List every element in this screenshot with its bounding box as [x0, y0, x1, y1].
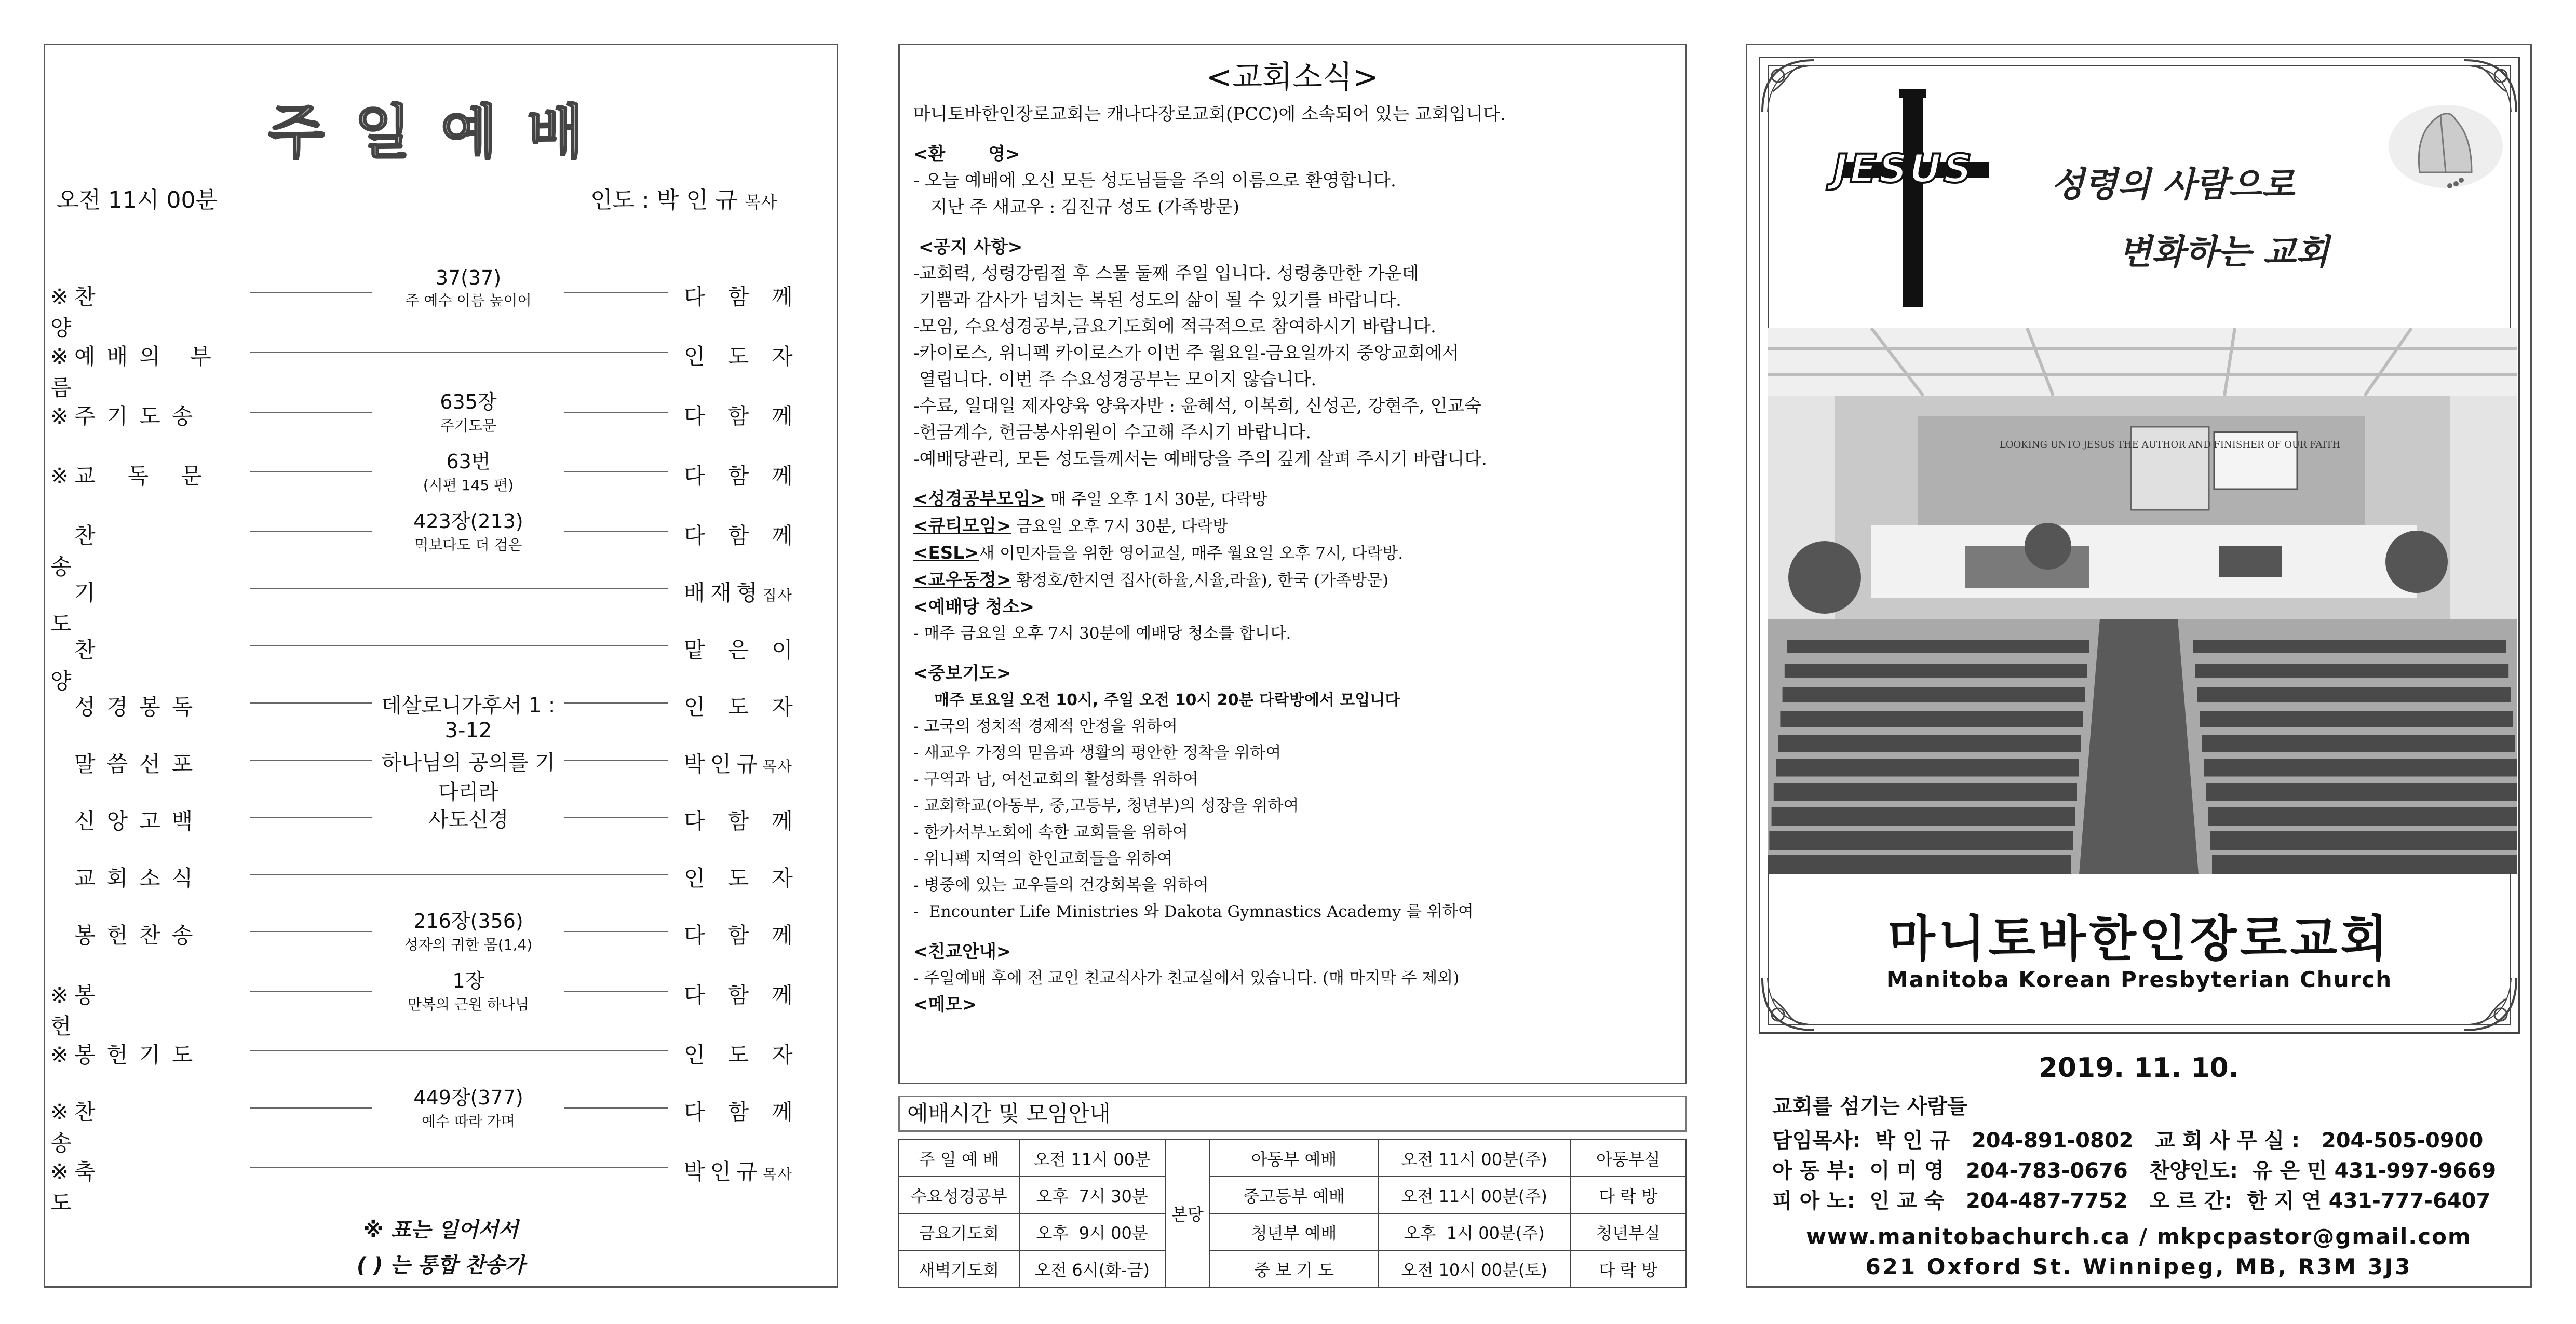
meeting-place: 청년부실 — [1571, 1213, 1686, 1250]
prayer-list — [913, 713, 1671, 925]
order-row — [45, 902, 837, 959]
order-item-person — [684, 519, 834, 550]
order-item-name: 축도 — [50, 1159, 173, 1215]
hymn-detail — [372, 386, 564, 435]
leader-label: 인도 : 박 인 규 — [590, 187, 738, 213]
meeting-time: 오전 11시 00분(주) — [1378, 1177, 1571, 1213]
church-name-en: Manitoba Korean Presbyterian Church — [1886, 967, 2393, 992]
pew — [1769, 831, 2073, 850]
person-name: 인도자 — [684, 1042, 816, 1068]
person-name: 인도자 — [684, 344, 816, 369]
clean-text: - 매주 금요일 오후 7시 30분에 예배당 청소를 합니다. — [913, 624, 1291, 643]
schedule-row — [899, 1177, 1686, 1213]
pew — [2206, 783, 2517, 801]
person-name: 다함께 — [684, 463, 816, 489]
meeting-name: 청년부 예배 — [1210, 1213, 1378, 1250]
order-item-label — [50, 918, 237, 950]
fellowship-text: - 주일예배 후에 전 교인 친교식사가 친교실에서 있습니다. (매 마지막 주 제외) — [913, 969, 1460, 988]
notice-heading: <공지 사항> — [919, 237, 1023, 258]
pew — [1785, 664, 2087, 678]
meeting-line — [913, 513, 1671, 540]
meeting-line — [913, 567, 1671, 594]
meeting-text: 새 이민자들을 위한 영어교실, 매주 월요일 오후 7시, 다락방. — [979, 544, 1404, 563]
order-row — [45, 323, 837, 400]
jesus-cross-logo — [1817, 84, 2004, 313]
notice-line: -모임, 수요성경공부,금요기도회에 적극적으로 참여하시기 바랍니다. — [913, 316, 1436, 337]
bulletin-date: 2019. 11. 10. — [2039, 1052, 2239, 1084]
notice-line: 열립니다. 이번 주 수요성경공부는 모이지 않습니다. — [913, 369, 1317, 390]
order-item-name: 예배의 부름 — [50, 344, 223, 400]
pew — [2208, 807, 2517, 826]
standing-mark: ※ — [50, 1042, 69, 1068]
order-item-label — [50, 459, 237, 490]
cover-panel — [1746, 44, 2532, 1288]
order-item-person — [684, 690, 834, 721]
hymn-detail — [372, 905, 564, 954]
hymn-detail — [372, 965, 564, 1014]
order-item-person — [684, 918, 834, 950]
prayer-item: - 구역과 남, 여선교회의 활성화를 위하여 — [913, 770, 1198, 789]
meeting-heading: <성경공부모임> — [913, 489, 1046, 509]
order-item-detail: 사도신경 — [428, 808, 509, 832]
order-item-label — [50, 1155, 237, 1217]
corner-ornament-icon — [1757, 55, 1819, 117]
person-name: 다함께 — [684, 808, 816, 834]
person-name: 박인규 — [684, 751, 763, 777]
website-email[interactable]: www.manitobachurch.ca / mkpcpastor@gmail.com — [1806, 1224, 2472, 1249]
order-item-name: 찬양 — [50, 284, 173, 341]
service-name: 수요성경공부 — [899, 1177, 1019, 1213]
person-name: 다함께 — [684, 523, 816, 548]
notice-line: -카이로스, 위니펙 카이로스가 이번 주 월요일-금요일까지 중앙교회에서 — [913, 343, 1460, 363]
order-row — [45, 1021, 837, 1078]
welcome-heading: <환 영> — [913, 144, 1020, 165]
order-item-name: 봉헌 — [50, 982, 173, 1039]
staff-row: 담임목사: 박 인 규 204-891-0802 교 회 사 무 실 : 204-505-0900 — [1772, 1129, 2484, 1153]
staff-heading: 교회를 섬기는 사람들 — [1772, 1095, 1967, 1118]
prayer-item: - 새교우 가정의 믿음과 생활의 평안한 정착을 위하여 — [913, 744, 1282, 762]
staff-row: 아 동 부: 이 미 영 204-783-0676 찬양인도: 유 은 민 431-997-9669 — [1772, 1159, 2497, 1183]
hymn-title: 주기도문 — [440, 417, 497, 434]
order-item-detail: 하나님의 공의를 기다리라 — [381, 751, 556, 804]
prayer-item: - 교회학교(아동부, 중,고등부, 청년부)의 성장을 위하여 — [913, 796, 1299, 815]
order-item-person — [684, 399, 834, 430]
schedule-section — [898, 1096, 1687, 1288]
pew — [2195, 664, 2508, 678]
order-item-detail: 데살로니가후서 1 : 3-12 — [381, 694, 556, 742]
order-row — [45, 788, 837, 845]
church-news-panel — [898, 44, 1687, 1084]
worship-leader — [590, 181, 777, 214]
order-row — [45, 845, 837, 902]
order-item-person — [684, 1095, 834, 1126]
news-title: <교회소식> — [1206, 59, 1379, 96]
meeting-heading: <큐티모임> — [913, 516, 1011, 536]
order-item-person — [684, 1155, 834, 1186]
pew — [2197, 687, 2511, 702]
schedule-row — [899, 1140, 1686, 1177]
meeting-name: 중고등부 예배 — [1210, 1177, 1378, 1213]
logo-text: JESUS — [1833, 145, 1974, 192]
welcome-line: 지난 주 새교우 : 김진규 성도 (가족방문) — [913, 197, 1239, 218]
order-item-name: 찬양 — [50, 637, 173, 694]
hymn-number: 63번 — [446, 450, 491, 473]
person-name: 인도자 — [684, 866, 816, 891]
card-text: LOOKING UNTO JESUS THE AUTHOR AND FINISHER OF OUR FAITH — [1999, 439, 2341, 450]
order-row — [45, 616, 837, 694]
order-item-person — [684, 576, 834, 607]
hymn-title: 만복의 근원 하나님 — [407, 996, 530, 1013]
meeting-time: 오전 10시 00분(토) — [1378, 1250, 1571, 1287]
pew — [1783, 687, 2085, 702]
prayer-item: - 병중에 있는 교우들의 건강회복을 위하여 — [913, 876, 1209, 895]
order-row — [45, 962, 837, 1039]
order-item-name: 말씀선포 — [74, 751, 205, 777]
meeting-time: 오후 1시 00분(주) — [1378, 1213, 1571, 1250]
order-item-label — [50, 747, 237, 778]
order-item-person — [684, 861, 834, 893]
order-item-person — [684, 340, 834, 371]
person-name: 다함께 — [684, 1099, 816, 1125]
hymn-detail — [372, 266, 564, 310]
person-title: 목사 — [762, 758, 793, 775]
service-name: 주 일 예 배 — [899, 1140, 1019, 1177]
hymn-title: 먹보다도 더 검은 — [414, 536, 522, 553]
welcome-line: - 오늘 예배에 오신 모든 성도님들을 주의 이름으로 환영합니다. — [913, 170, 1396, 191]
order-item-name: 성경봉독 — [74, 694, 205, 720]
order-row — [45, 383, 837, 440]
praying-hands-icon — [2383, 89, 2508, 193]
order-item-person — [684, 747, 834, 778]
notice-line: -교회력, 성령강림절 후 스물 둘째 주일 입니다. 성령충만한 가운데 — [913, 263, 1419, 284]
service-time: 오전 11시 00분 — [1019, 1140, 1165, 1177]
notice-line: 기쁨과 감사가 넘치는 복된 성도의 삶이 될 수 있기를 바랍니다. — [913, 290, 1401, 310]
order-item-name: 신앙고백 — [74, 808, 205, 834]
hymn-title: (시편 145 편) — [423, 477, 514, 494]
person-title: 집사 — [762, 587, 793, 604]
meeting-heading: <교우동정> — [913, 570, 1011, 590]
standing-mark: ※ — [50, 344, 69, 369]
service-place: 본당 — [1165, 1140, 1210, 1287]
order-item-name: 봉헌찬송 — [74, 923, 205, 948]
hymn-title: 예수 따라 가며 — [421, 1113, 516, 1130]
service-name: 금요기도회 — [899, 1213, 1019, 1250]
order-item-person — [684, 280, 834, 311]
order-item-label — [50, 1038, 237, 1069]
service-name: 새벽기도회 — [899, 1250, 1019, 1287]
pew — [1778, 735, 2081, 752]
order-item-label — [50, 690, 237, 721]
hymn-detail — [372, 505, 564, 555]
pew — [2193, 640, 2506, 653]
person-name: 박인규 — [684, 1159, 763, 1184]
order-item-label — [50, 399, 237, 430]
meeting-name: 중 보 기 도 — [1210, 1250, 1378, 1287]
pew — [1768, 855, 2071, 874]
order-item-person — [684, 1038, 834, 1069]
pew — [2212, 855, 2517, 874]
order-item-label — [50, 804, 237, 835]
order-row — [45, 442, 837, 499]
standing-mark: ※ — [50, 1159, 69, 1184]
clean-heading: <예배당 청소> — [913, 597, 1035, 617]
person-name: 다함께 — [684, 982, 816, 1008]
worship-order-panel — [44, 44, 838, 1288]
standing-mark: ※ — [50, 1099, 69, 1125]
service-time: 오후 9시 00분 — [1019, 1213, 1165, 1250]
hymn-number: 635장 — [440, 390, 497, 413]
order-item-name: 주기도송 — [74, 403, 205, 429]
staff-row: 피 아 노: 인 교 숙 204-487-7752 오 르 간: 한 지 연 431-777-6407 — [1772, 1189, 2491, 1213]
meeting-place: 다 락 방 — [1571, 1177, 1686, 1213]
memo-heading: <메모> — [913, 994, 977, 1015]
notice-list — [913, 261, 1671, 472]
slogan-line-2: 변화하는 교회 — [2119, 232, 2329, 272]
order-item-person — [684, 804, 834, 835]
standing-mark: ※ — [50, 463, 69, 489]
order-row — [45, 502, 837, 579]
service-time: 오후 7시 30분 — [1019, 1177, 1165, 1213]
meeting-list — [913, 486, 1671, 594]
person-name: 다함께 — [684, 923, 816, 948]
notice-line: -예배당관리, 모든 성도들께서는 예배당을 주의 깊게 살펴 주시기 바랍니다. — [913, 449, 1487, 469]
pew — [1787, 640, 2089, 653]
standing-mark: ※ — [50, 284, 69, 309]
hymn-number: 423장(213) — [413, 510, 523, 533]
person-name: 인도자 — [684, 694, 816, 720]
standing-mark: ※ — [50, 982, 69, 1008]
schedule-row — [899, 1213, 1686, 1250]
order-item-label — [50, 861, 237, 893]
schedule-table — [898, 1139, 1687, 1288]
pew — [2210, 831, 2517, 850]
meeting-time: 오전 11시 00분(주) — [1378, 1140, 1571, 1177]
meeting-line — [913, 486, 1671, 513]
worship-time: 오전 11시 00분 — [57, 187, 218, 213]
person-title: 목사 — [762, 1166, 793, 1183]
service-time: 오전 6시(화-금) — [1019, 1250, 1165, 1287]
church-name: 마니토바한인장로교회 — [1887, 911, 2391, 967]
person-name: 맡은이 — [684, 637, 816, 663]
leader-title: 목사 — [745, 192, 777, 212]
meeting-place: 아동부실 — [1571, 1140, 1686, 1177]
notice-line: -헌금계수, 헌금봉사위원이 수고해 주시기 바랍니다. — [913, 422, 1312, 443]
notice-line: -수료, 일대일 제자양육 양육자반 : 윤혜석, 이복희, 신성곤, 강현주, 인교숙 — [913, 396, 1481, 416]
slogan-line-1: 성령의 사람으로 — [2051, 164, 2295, 205]
order-item-name: 기도 — [50, 580, 173, 637]
meeting-line — [913, 540, 1671, 567]
prayer-item: - Encounter Life Ministries 와 Dakota Gymnastics Academy 를 위하여 — [913, 902, 1474, 921]
order-item-name: 찬송 — [50, 1099, 173, 1156]
pew — [1774, 783, 2077, 801]
schedule-row — [899, 1250, 1686, 1287]
pew — [1772, 807, 2075, 826]
order-item-name: 찬송 — [50, 523, 173, 579]
order-row — [45, 1138, 837, 1215]
person-name: 배재형 — [684, 580, 763, 605]
hymn-detail — [372, 445, 564, 495]
church-address: 621 Oxford St. Winnipeg, MB, R3M 3J3 — [1865, 1254, 2412, 1279]
pew — [1776, 759, 2079, 777]
intro-text: 마니토바한인장로교회는 캐나다장로교회(PCC)에 소속되어 있는 교회입니다. — [913, 104, 1506, 125]
fellowship-heading: <친교안내> — [913, 941, 1011, 962]
order-row — [45, 731, 837, 804]
sanctuary-photo — [1768, 328, 2517, 874]
order-item-person — [684, 978, 834, 1009]
person-name: 다함께 — [684, 403, 816, 429]
order-item-person — [684, 633, 834, 664]
news-body — [913, 101, 1671, 1018]
order-item-name: 봉헌기도 — [74, 1042, 205, 1068]
meeting-place: 다 락 방 — [1571, 1250, 1686, 1287]
worship-title: 주일예배 — [268, 99, 614, 166]
meeting-text: 금요일 오후 7시 30분, 다락방 — [1011, 517, 1229, 536]
hymn-number: 216장(356) — [413, 910, 523, 933]
ornate-frame — [1759, 57, 2520, 1034]
pew — [2200, 711, 2513, 727]
standing-mark: ※ — [50, 403, 69, 429]
pew — [2204, 759, 2517, 777]
pew — [2202, 735, 2515, 752]
order-item-name: 교독문 — [74, 463, 234, 489]
meeting-heading: <ESL> — [913, 543, 979, 563]
meeting-text: 매 주일 오후 1시 30분, 다락방 — [1045, 490, 1267, 509]
prayer-subheading: 매주 토요일 오전 10시, 주일 오전 10시 20분 다락방에서 모입니다 — [934, 691, 1400, 709]
hymn-detail — [372, 1082, 564, 1131]
pew — [1780, 711, 2083, 727]
footer-note-standing: ※ 표는 일어서서 — [363, 1218, 519, 1242]
person-name: 다함께 — [684, 284, 816, 309]
order-item-person — [684, 459, 834, 490]
meeting-text: 황정호/한지연 집사(하율,시율,라율), 한국 (가족방문) — [1011, 571, 1389, 590]
schedule-title: 예배시간 및 모임안내 — [898, 1096, 1687, 1132]
hymn-number: 37(37) — [435, 266, 502, 289]
order-row — [45, 1078, 837, 1156]
hymn-number: 449장(377) — [413, 1086, 523, 1109]
hymn-title: 주 예수 이름 높이어 — [405, 292, 532, 309]
hymn-number: 1장 — [452, 969, 484, 992]
order-item-name: 교회소식 — [74, 866, 205, 891]
prayer-item: - 위니펙 지역의 한인교회들을 위하여 — [913, 849, 1173, 868]
hymn-title: 성자의 귀한 몸(1,4) — [404, 936, 533, 953]
meeting-name: 아동부 예배 — [1210, 1140, 1378, 1177]
prayer-item: - 고국의 정치적 경제적 안정을 위하여 — [913, 717, 1178, 736]
order-row — [45, 263, 837, 341]
prayer-heading: <중보기도> — [913, 663, 1011, 684]
order-row — [45, 673, 837, 742]
order-row — [45, 559, 837, 637]
prayer-item: - 한카서부노회에 속한 교회들을 위하여 — [913, 823, 1189, 842]
footer-note-hymnal: ( ) 는 통합 찬송가 — [356, 1253, 525, 1277]
